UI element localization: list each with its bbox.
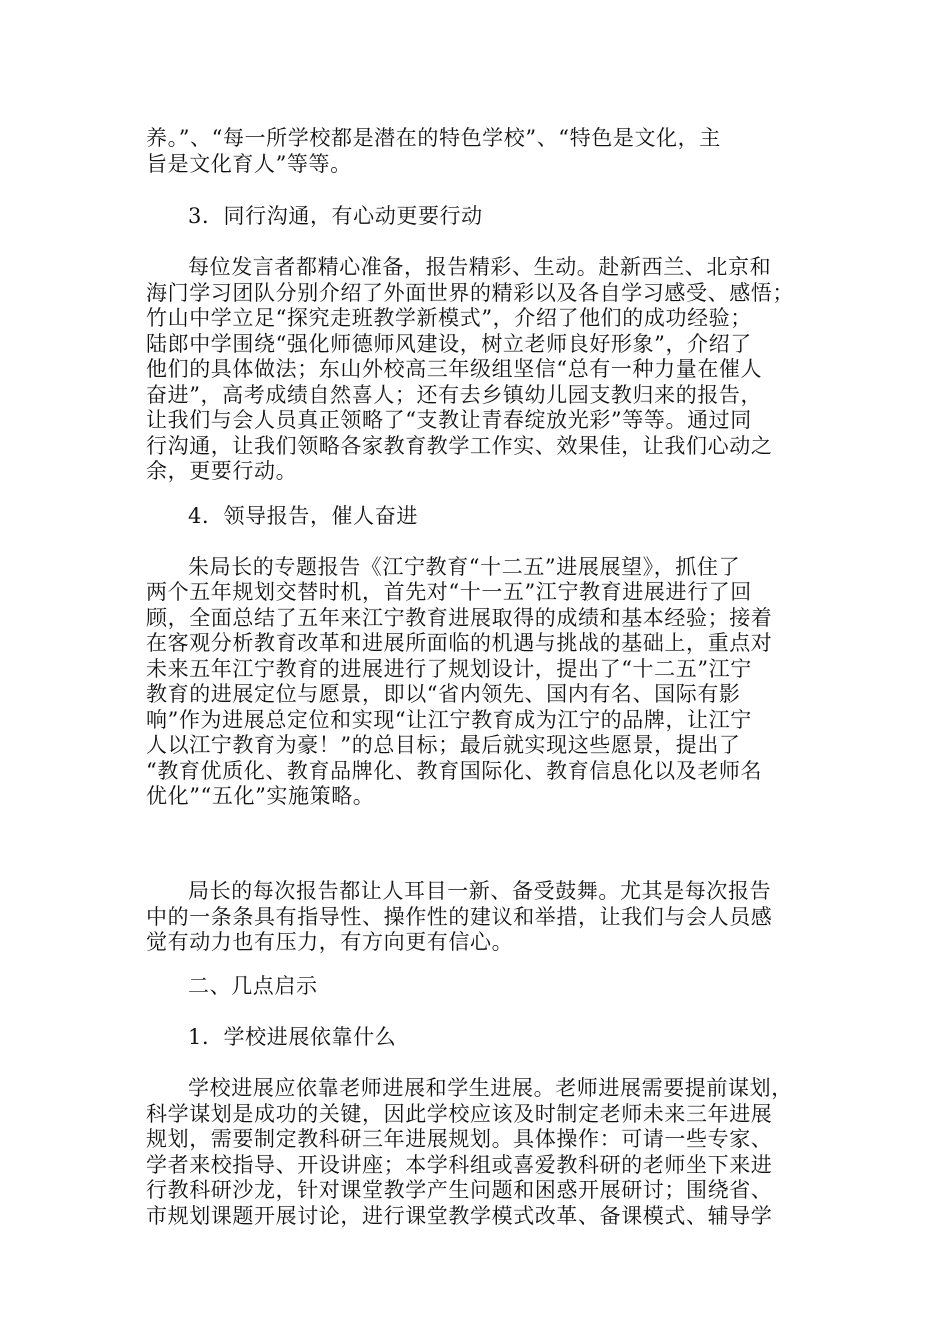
text-line: 未来五年江宁教育的进展进行了规划设计，提出了“十二五”江宁 <box>146 657 752 681</box>
text-line: “教育优质化、教育品牌化、教育国际化、教育信息化以及老师名 <box>146 759 763 783</box>
section-heading: 1．学校进展依靠什么 <box>188 1025 397 1049</box>
text-line: 竹山中学立足“探究走班教学新模式”，介绍了他们的成功经验； <box>146 306 752 330</box>
text-line: 行沟通，让我们领略各家教育教学工作实、效果佳，让我们心动之 <box>146 434 773 458</box>
section-heading: 3．同行沟通，有心动更要行动 <box>188 204 483 228</box>
text-line: 养。”、“每一所学校都是潜在的特色学校”、“特色是文化，主 <box>146 126 721 150</box>
text-line: 市规划课题开展讨论，进行课堂教学模式改革、备课模式、辅导学 <box>146 1204 773 1228</box>
text-line: 教育的进展定位与愿景，即以“省内领先、国内有名、国际有影 <box>146 682 741 706</box>
text-line: 人以江宁教育为豪！”的总目标；最后就实现这些愿景，提出了 <box>146 733 741 757</box>
text-line: 让我们与会人员真正领略了“支教让青春绽放光彩”等等。通过同 <box>146 408 752 432</box>
text-line: 他们的具体做法；东山外校高三年级组坚信“总有一种力量在催人 <box>146 357 763 381</box>
text-line: 每位发言者都精心准备，报告精彩、生动。赴新西兰、北京和 <box>188 255 772 279</box>
text-line: 在客观分析教育改革和进展所面临的机遇与挑战的基础上，重点对 <box>146 631 773 655</box>
section-heading: 二、几点启示 <box>188 974 318 998</box>
section-heading: 4．领导报告，催人奋进 <box>188 504 418 528</box>
text-line: 学者来校指导、开设讲座；本学科组或喜爱教科研的老师坐下来进 <box>146 1153 773 1177</box>
text-line: 中的一条条具有指导性、操作性的建议和举措，让我们与会人员感 <box>146 905 773 929</box>
text-line: 朱局长的专题报告《江宁教育“十二五”进展展望》，抓住了 <box>188 555 741 579</box>
text-line: 觉有动力也有压力，有方向更有信心。 <box>146 930 514 954</box>
text-line: 科学谋划是成功的关键，因此学校应该及时制定老师未来三年进展 <box>146 1102 773 1126</box>
text-line: 行教科研沙龙，针对课堂教学产生问题和困惑开展研讨；围绕省、 <box>146 1178 773 1202</box>
text-line: 顾，全面总结了五年来江宁教育进展取得的成绩和基本经验；接着 <box>146 606 773 630</box>
text-line: 旨是文化育人”等等。 <box>146 152 352 176</box>
text-line: 海门学习团队分别介绍了外面世界的精彩以及各自学习感受、感悟； <box>146 281 794 305</box>
text-line: 响”作为进展总定位和实现“让江宁教育成为江宁的品牌，让江宁 <box>146 708 752 732</box>
text-line: 奋进”，高考成绩自然喜人；还有去乡镇幼儿园支教归来的报告， <box>146 383 763 407</box>
text-line: 两个五年规划交替时机，首先对“十一五”江宁教育进展进行了回 <box>146 580 752 604</box>
text-line: 学校进展应依靠老师进展和学生进展。老师进展需要提前谋划， <box>188 1076 793 1100</box>
text-line: 优化”“五化”实施策略。 <box>146 784 375 808</box>
text-line: 余，更要行动。 <box>146 459 298 483</box>
text-line: 规划，需要制定教科研三年进展规划。具体操作：可请一些专家、 <box>146 1127 773 1151</box>
text-line: 局长的每次报告都让人耳目一新、备受鼓舞。尤其是每次报告 <box>188 879 772 903</box>
text-line: 陆郎中学围绕“强化师德师风建设，树立老师良好形象”，介绍了 <box>146 332 752 356</box>
